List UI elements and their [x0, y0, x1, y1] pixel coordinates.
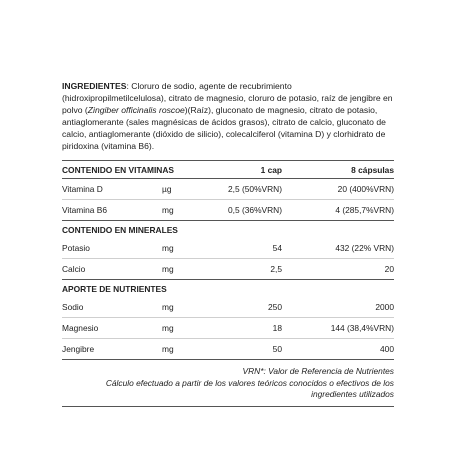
section-row — [62, 221, 394, 239]
nutrient-name: Magnesio — [62, 318, 162, 339]
nutrient-unit: mg — [162, 264, 174, 274]
value-1-cap: 18 — [222, 318, 282, 339]
ingredients-label: INGREDIENTES — [62, 81, 127, 91]
table-row — [62, 297, 394, 318]
nutrient-unit: mg — [162, 339, 222, 360]
value-8-caps: 2000 — [282, 297, 394, 318]
value-8-caps: 20 — [384, 264, 394, 274]
value-1-cap: 2,5 — [270, 264, 282, 274]
value-8-caps: 4 (285,7%VRN) — [335, 205, 394, 215]
nutrient-name: Vitamina B6 — [62, 205, 108, 215]
nutrient-unit: µg — [162, 179, 222, 200]
minerals-section-title: CONTENIDO EN MINERALES — [62, 221, 394, 239]
table-header-row — [62, 161, 394, 179]
nutrient-unit: mg — [162, 297, 222, 318]
value-8-caps: 20 (400%VRN) — [282, 179, 394, 200]
value-1-cap: 50 — [222, 339, 282, 360]
value-8-caps: 144 (38,4%VRN) — [282, 318, 394, 339]
footnote-vrn: VRN*: Valor de Referencia de Nutrientes — [242, 366, 394, 376]
value-8-caps: 400 — [282, 339, 394, 360]
nutrients-section-title: APORTE DE NUTRIENTES — [62, 280, 394, 298]
ingredients-text-2: )(Raíz), gluconato de magnesio, citrato de potasio, antiaglomerante (sales magnésicas de ácidos grasos), citrato de calcio, gluconato de calcio, antiaglomerante (dióxido de silicio), colecalciferol (vitamina D) y clorhidrato de piridoxina (vitamina B6). — [62, 105, 386, 151]
nutrient-unit: mg — [162, 238, 222, 259]
nutrient-name: Calcio — [62, 264, 86, 274]
ingredients-latin-name: Zingiber officinalis roscoe — [87, 105, 185, 115]
value-1-cap: 250 — [222, 297, 282, 318]
vitamins-section-title: CONTENIDO EN VITAMINAS — [62, 161, 222, 179]
column-header-1-cap: 1 cap — [222, 161, 282, 179]
nutrition-table — [62, 160, 394, 360]
value-8-caps: 432 (22% VRN) — [282, 238, 394, 259]
nutrient-name: Potasio — [62, 238, 162, 259]
table-row — [62, 259, 394, 280]
ingredients-text-1: : Cloruro de sodio, agente de recubrimiento (hidroxipropilmetilcelulosa), citrato de magnesio, cloruro de potasio, raíz de jengibre en polvo ( — [62, 81, 393, 115]
footnote-calc-line-1: Cálculo efectuado a partir de los valores teóricos conocidos o efectivos de los — [105, 377, 394, 388]
value-1-cap: 0,5 (36%VRN) — [228, 205, 282, 215]
nutrient-unit: mg — [162, 205, 174, 215]
footnote-calc-line-2: ingredientes utilizados — [311, 389, 394, 399]
value-1-cap: 2,5 (50%VRN) — [222, 179, 282, 200]
value-1-cap: 54 — [222, 238, 282, 259]
table-row — [62, 179, 394, 200]
column-header-8-caps: 8 cápsulas — [282, 161, 394, 179]
table-row — [62, 238, 394, 259]
table-row — [62, 339, 394, 360]
footnote — [62, 366, 394, 401]
table-row — [62, 200, 394, 221]
nutrition-label — [62, 80, 394, 407]
bottom-divider — [62, 406, 394, 407]
ingredients-paragraph — [62, 80, 394, 152]
nutrient-name: Sodio — [62, 297, 162, 318]
section-row — [62, 280, 394, 298]
table-row — [62, 318, 394, 339]
nutrient-unit: mg — [162, 318, 222, 339]
nutrient-name: Jengibre — [62, 339, 162, 360]
nutrient-name: Vitamina D — [62, 179, 162, 200]
